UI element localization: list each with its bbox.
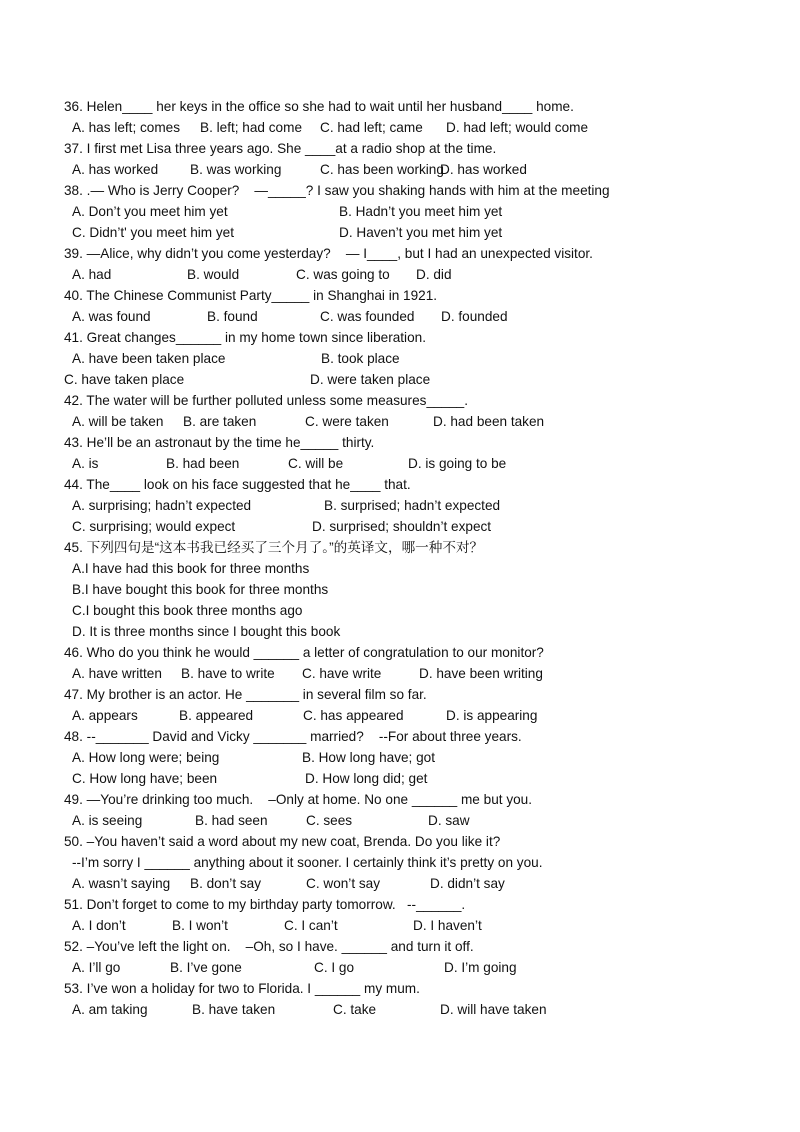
question-number: 38. — [64, 183, 83, 198]
answer-option[interactable]: B.I have bought this book for three months — [72, 582, 329, 597]
question-text: —You’re drinking too much. –Only at home. No one ______ me but you. — [82, 792, 533, 807]
options-row — [0, 495, 800, 516]
answer-option[interactable]: D. were taken place — [310, 372, 431, 387]
question-text: The water will be further polluted unless some measures_____. — [82, 393, 469, 408]
answer-option[interactable]: D. founded — [441, 309, 508, 324]
answer-option[interactable]: D. How long did; get — [305, 771, 428, 786]
question-stem — [0, 285, 800, 306]
question-stem — [0, 936, 800, 957]
question-stem — [0, 684, 800, 705]
question-text: —Alice, why didn’t you come yesterday? — I____, but I had an unexpected visitor. — [82, 246, 593, 261]
answer-option[interactable]: B. have to write — [181, 666, 275, 681]
question-number: 39. — [64, 246, 83, 261]
options-row — [0, 600, 800, 621]
question-stem — [0, 726, 800, 747]
answer-option[interactable]: A. has worked — [72, 162, 159, 177]
answer-option[interactable]: B. would — [187, 267, 240, 282]
options-row — [0, 159, 800, 180]
answer-option[interactable]: A. has left; comes — [72, 120, 181, 135]
answer-option[interactable]: D. has worked — [440, 162, 527, 177]
answer-option[interactable]: C. sees — [306, 813, 353, 828]
answer-option[interactable]: A. is — [72, 456, 99, 471]
answer-option[interactable]: C. surprising; would expect — [72, 519, 236, 534]
question-text: –You’ve left the light on. –Oh, so I have. ______ and turn it off. — [82, 939, 474, 954]
question-number: 37. — [64, 141, 83, 156]
answer-option[interactable]: A. was found — [72, 309, 151, 324]
options-row — [0, 957, 800, 978]
question-stem — [0, 789, 800, 810]
answer-option[interactable]: D. had been taken — [433, 414, 545, 429]
question-text: The Chinese Communist Party_____ in Shanghai in 1921. — [82, 288, 438, 303]
answer-option[interactable]: D. saw — [428, 813, 470, 828]
answer-option[interactable]: A. I’ll go — [72, 960, 121, 975]
answer-option[interactable]: A. will be taken — [72, 414, 164, 429]
answer-option[interactable]: C. was founded — [320, 309, 415, 324]
question-text: --_______ David and Vicky _______ married? --For about three years. — [82, 729, 522, 744]
answer-option[interactable]: C. was going to — [296, 267, 390, 282]
answer-option[interactable]: C. will be — [288, 456, 344, 471]
answer-option[interactable]: B. left; had come — [200, 120, 303, 135]
question-text: Helen____ her keys in the office so she had to wait until her husband____ home. — [82, 99, 574, 114]
options-row — [0, 663, 800, 684]
options-row — [0, 453, 800, 474]
question-text: I’ve won a holiday for two to Florida. I ______ my mum. — [82, 981, 420, 996]
question-text: Great changes______ in my home town since liberation. — [82, 330, 426, 345]
answer-option[interactable]: A. have been taken place — [72, 351, 226, 366]
question-number: 51. — [64, 897, 83, 912]
question-continuation: --I’m sorry I ______ anything about it sooner. I certainly think it’s pretty on you. — [72, 855, 543, 870]
answer-option[interactable]: B. Hadn’t you meet him yet — [339, 204, 503, 219]
answer-option[interactable]: B. had seen — [195, 813, 268, 828]
question-text: –You haven’t said a word about my new coat, Brenda. Do you like it? — [82, 834, 501, 849]
question-stem — [0, 537, 800, 558]
answer-option[interactable]: C. I go — [314, 960, 355, 975]
options-row — [0, 306, 800, 327]
options-row — [0, 369, 800, 390]
answer-option[interactable]: B. took place — [321, 351, 400, 366]
question-number: 41. — [64, 330, 83, 345]
question-text: He’ll be an astronaut by the time he_____ thirty. — [82, 435, 375, 450]
answer-option[interactable]: B. don’t say — [190, 876, 262, 891]
answer-option[interactable]: C. have write — [302, 666, 382, 681]
answer-option[interactable]: A. I don’t — [72, 918, 126, 933]
question-number: 48. — [64, 729, 83, 744]
options-row — [0, 579, 800, 600]
options-row — [0, 873, 800, 894]
answer-option[interactable]: A. have written — [72, 666, 162, 681]
options-row — [0, 915, 800, 936]
answer-option[interactable]: B. surprised; hadn’t expected — [324, 498, 501, 513]
question-number: 40. — [64, 288, 83, 303]
question-stem — [0, 642, 800, 663]
options-row — [0, 201, 800, 222]
answer-option[interactable]: B. found — [207, 309, 258, 324]
question-number: 49. — [64, 792, 83, 807]
question-text: .— Who is Jerry Cooper? —_____? I saw you shaking hands with him at the meeting — [82, 183, 610, 198]
question-stem — [0, 894, 800, 915]
answer-option[interactable]: A. is seeing — [72, 813, 143, 828]
answer-option[interactable]: B. are taken — [183, 414, 257, 429]
question-stem — [0, 96, 800, 117]
answer-option[interactable]: D. is appearing — [446, 708, 538, 723]
question-number: 50. — [64, 834, 83, 849]
answer-option[interactable]: D. I’m going — [444, 960, 517, 975]
question-stem — [0, 180, 800, 201]
options-row — [0, 999, 800, 1020]
answer-option[interactable]: D. have been writing — [419, 666, 543, 681]
question-number: 47. — [64, 687, 83, 702]
question-text: My brother is an actor. He _______ in several film so far. — [82, 687, 427, 702]
question-number: 42. — [64, 393, 83, 408]
question-stem — [0, 138, 800, 159]
answer-option[interactable]: D. is going to be — [408, 456, 507, 471]
answer-option[interactable]: D. I haven’t — [413, 918, 482, 933]
options-row — [0, 222, 800, 243]
question-text: Don’t forget to come to my birthday party tomorrow. --______. — [82, 897, 466, 912]
answer-option[interactable]: D. Haven’t you met him yet — [339, 225, 503, 240]
answer-option[interactable]: A. How long were; being — [72, 750, 220, 765]
options-row — [0, 411, 800, 432]
document-page — [0, 96, 800, 1020]
question-number: 53. — [64, 981, 83, 996]
answer-option[interactable]: C. take — [333, 1002, 377, 1017]
options-row — [0, 264, 800, 285]
answer-option[interactable]: B. was working — [190, 162, 282, 177]
answer-option[interactable]: A. wasn’t saying — [72, 876, 171, 891]
answer-option[interactable]: A. surprising; hadn’t expected — [72, 498, 252, 513]
question-stem — [0, 390, 800, 411]
question-text: The____ look on his face suggested that he____ that. — [82, 477, 411, 492]
question-stem — [0, 978, 800, 999]
answer-option[interactable]: C.I bought this book three months ago — [72, 603, 303, 618]
answer-option[interactable]: B. I won’t — [172, 918, 228, 933]
question-stem — [0, 831, 800, 852]
question-stem — [0, 432, 800, 453]
answer-option[interactable]: B. had been — [166, 456, 240, 471]
answer-option[interactable]: B. appeared — [179, 708, 254, 723]
options-row — [0, 117, 800, 138]
answer-option[interactable]: D. didn’t say — [430, 876, 505, 891]
options-row — [0, 516, 800, 537]
question-number: 43. — [64, 435, 83, 450]
answer-option[interactable]: C. has appeared — [303, 708, 404, 723]
question-number: 46. — [64, 645, 83, 660]
answer-option[interactable]: C. have taken place — [64, 372, 185, 387]
answer-option[interactable]: C. won’t say — [306, 876, 381, 891]
options-row — [0, 768, 800, 789]
question-text: I first met Lisa three years ago. She ____at a radio shop at the time. — [82, 141, 497, 156]
answer-option[interactable]: A. appears — [72, 708, 138, 723]
question-number: 52. — [64, 939, 83, 954]
options-row — [0, 747, 800, 768]
options-row — [0, 810, 800, 831]
answer-option[interactable]: B. have taken — [192, 1002, 276, 1017]
answer-option[interactable]: D. did — [416, 267, 452, 282]
options-row — [0, 348, 800, 369]
answer-option[interactable]: C. were taken — [305, 414, 389, 429]
question-number: 36. — [64, 99, 83, 114]
answer-option[interactable]: B. How long have; got — [302, 750, 435, 765]
answer-option[interactable]: B. I’ve gone — [170, 960, 242, 975]
answer-option[interactable]: C. had left; came — [320, 120, 423, 135]
answer-option[interactable]: D. will have taken — [440, 1002, 547, 1017]
options-row — [0, 558, 800, 579]
answer-option[interactable]: C. How long have; been — [72, 771, 218, 786]
question-stem — [0, 243, 800, 264]
answer-option[interactable]: C. has been working — [320, 162, 444, 177]
question-number: 44. — [64, 477, 83, 492]
options-row — [0, 705, 800, 726]
question-number: 45. — [64, 540, 83, 555]
answer-option[interactable]: C. Didn’t' you meet him yet — [72, 225, 235, 240]
answer-option[interactable]: A. Don’t you meet him yet — [72, 204, 228, 219]
question-text: 下列四句是“这本书我已经买了三个月了。”的英译文，哪一种不对？ — [82, 540, 484, 555]
answer-option[interactable]: C. I can’t — [284, 918, 338, 933]
answer-option[interactable]: D. It is three months since I bought this book — [72, 624, 341, 639]
question-stem — [0, 327, 800, 348]
options-row — [0, 621, 800, 642]
question-stem — [0, 474, 800, 495]
answer-option[interactable]: D. surprised; shouldn’t expect — [312, 519, 492, 534]
answer-option[interactable]: A. am taking — [72, 1002, 148, 1017]
answer-option[interactable]: A. had — [72, 267, 112, 282]
answer-option[interactable]: A.I have had this book for three months — [72, 561, 310, 576]
answer-option[interactable]: D. had left; would come — [446, 120, 589, 135]
question-text: Who do you think he would ______ a letter of congratulation to our monitor? — [82, 645, 544, 660]
